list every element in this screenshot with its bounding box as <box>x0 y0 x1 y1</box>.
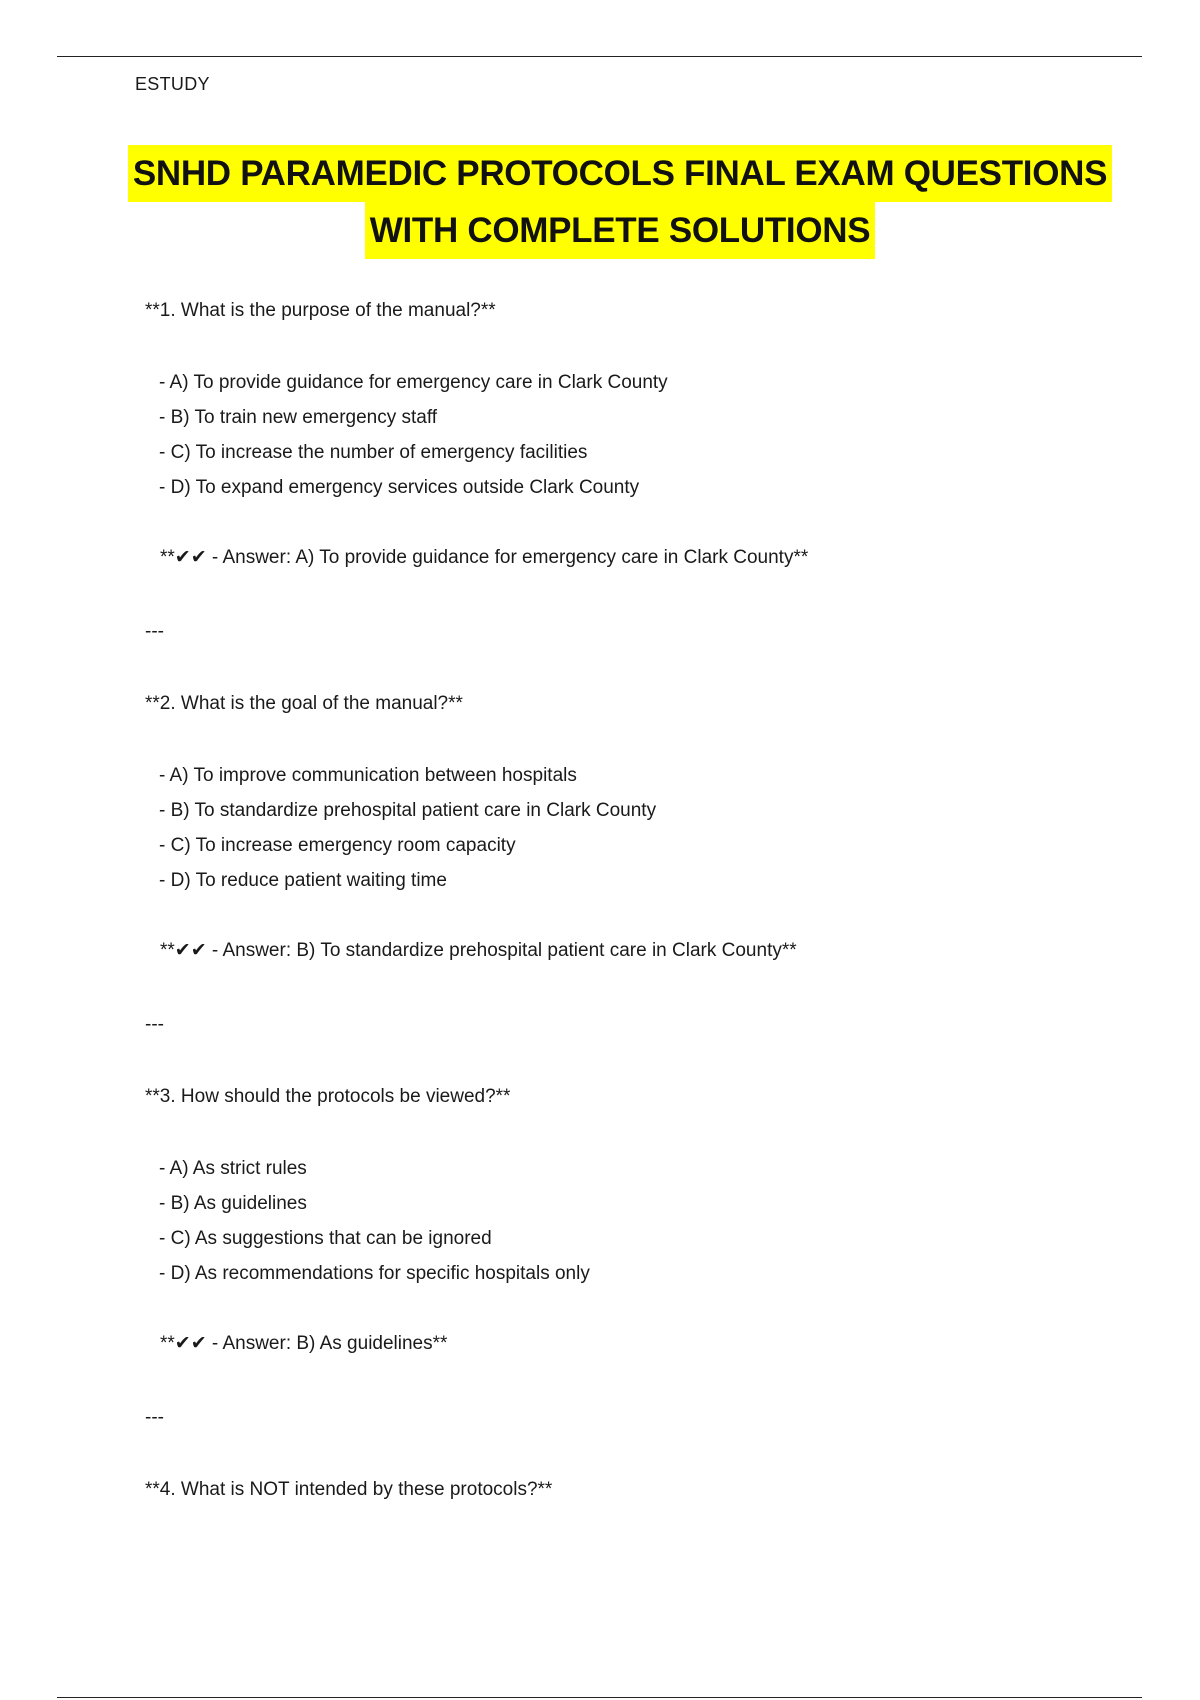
separator: --- <box>145 1014 164 1035</box>
option-item: - B) To train new emergency staff <box>159 407 438 428</box>
answer-text: **✔✔ - Answer: A) To provide guidance for emergency care in Clark County** <box>160 547 809 568</box>
option-item: - D) As recommendations for specific hospitals only <box>159 1263 590 1284</box>
footer-rule <box>57 1697 1142 1698</box>
option-item: - D) To reduce patient waiting time <box>159 870 447 891</box>
option-list <box>145 1151 1145 1291</box>
option-item: - A) To improve communication between hospitals <box>159 765 577 786</box>
title-line-1: SNHD PARAMEDIC PROTOCOLS FINAL EXAM QUESTIONS <box>128 145 1112 202</box>
header-rule <box>57 56 1142 57</box>
answer-text: **✔✔ - Answer: B) To standardize prehospital patient care in Clark County** <box>160 940 797 961</box>
question-block <box>145 689 1145 1040</box>
question-block <box>145 296 1145 647</box>
option-item: - C) To increase emergency room capacity <box>159 835 516 856</box>
answer-text: **✔✔ - Answer: B) As guidelines** <box>160 1333 448 1354</box>
option-item: - C) As suggestions that can be ignored <box>159 1228 492 1249</box>
option-item: - A) As strict rules <box>159 1158 307 1179</box>
question-block <box>145 1475 1145 1505</box>
question-text: **1. What is the purpose of the manual?** <box>145 300 496 321</box>
option-list <box>145 365 1145 505</box>
question-text: **4. What is NOT intended by these protocols?** <box>145 1479 553 1500</box>
option-item: - D) To expand emergency services outside Clark County <box>159 477 640 498</box>
option-item: - B) To standardize prehospital patient care in Clark County <box>159 800 657 821</box>
option-item: - C) To increase the number of emergency facilities <box>159 442 588 463</box>
option-item: - B) As guidelines <box>159 1193 307 1214</box>
header-label: ESTUDY <box>135 74 210 94</box>
question-text: **2. What is the goal of the manual?** <box>145 693 463 714</box>
option-list <box>145 758 1145 898</box>
title-line-2: WITH COMPLETE SOLUTIONS <box>365 202 876 259</box>
question-list <box>145 296 1145 1505</box>
option-item: - A) To provide guidance for emergency care in Clark County <box>159 372 668 393</box>
question-text: **3. How should the protocols be viewed?** <box>145 1086 511 1107</box>
document-title <box>0 145 1200 259</box>
question-block <box>145 1082 1145 1433</box>
separator: --- <box>145 621 164 642</box>
separator: --- <box>145 1407 164 1428</box>
